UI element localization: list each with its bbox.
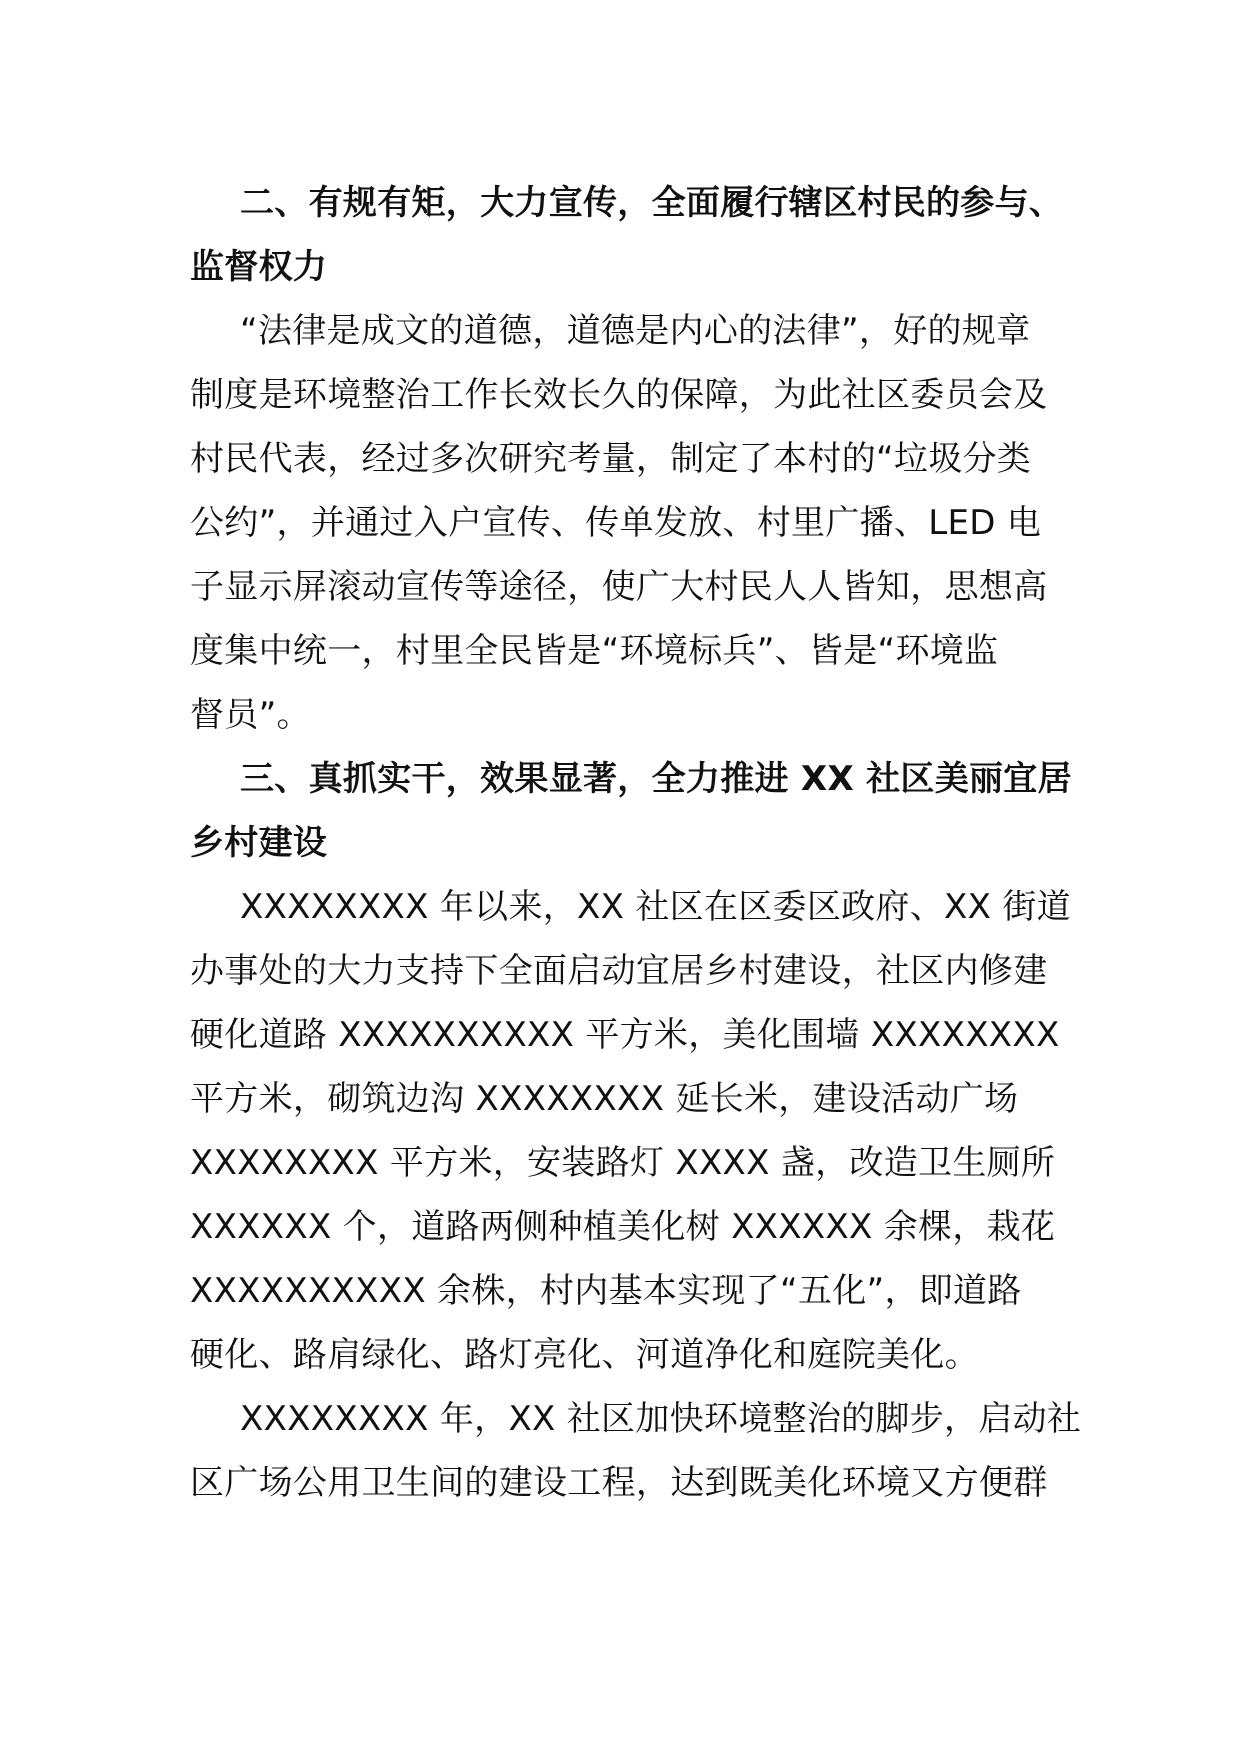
paragraph-toilet-project <box>190 1387 1082 1515</box>
paragraph-regulations <box>190 299 1060 747</box>
text-line: 督员”。 <box>190 695 311 735</box>
text-line: 度集中统一，村里全民皆是“环境标兵”、皆是“环境监 <box>190 631 999 671</box>
heading-line: 监督权力 <box>190 247 328 287</box>
heading-line: 二、有规有矩，大力宣传，全面履行辖区村民的参与、 <box>240 183 1064 223</box>
text-line: XXXXXXXXXX 余株，村内基本实现了“五化”，即道路 <box>190 1271 1022 1311</box>
text-line: 村民代表，经过多次研究考量，制定了本村的“垃圾分类 <box>190 439 1032 479</box>
heading-line: 乡村建设 <box>190 823 328 863</box>
section-heading-2 <box>190 171 1064 299</box>
text-line: XXXXXX 个，道路两侧种植美化树 XXXXXX 余棵，栽花 <box>190 1207 1056 1247</box>
text-line: 公约”，并通过入户宣传、传单发放、村里广播、LED 电 <box>190 503 1042 543</box>
document-body <box>190 171 1082 1515</box>
text-line: 办事处的大力支持下全面启动宜居乡村建设，社区内修建 <box>190 951 1048 991</box>
text-line: XXXXXXXX 年以来，XX 社区在区委区政府、XX 街道 <box>240 887 1071 927</box>
text-line: 子显示屏滚动宣传等途径，使广大村民人人皆知，思想高 <box>190 567 1048 607</box>
text-line: 硬化道路 XXXXXXXXXX 平方米，美化围墙 XXXXXXXX <box>190 1015 1060 1055</box>
section-heading-3 <box>190 747 1072 875</box>
text-line: 制度是环境整治工作长效长久的保障，为此社区委员会及 <box>190 375 1048 415</box>
text-line: “法律是成文的道德，道德是内心的法律”，好的规章 <box>240 311 1031 351</box>
text-line: XXXXXXXX 平方米，安装路灯 XXXX 盏，改造卫生厕所 <box>190 1143 1056 1183</box>
paragraph-construction <box>190 875 1071 1387</box>
text-line: XXXXXXXX 年，XX 社区加快环境整治的脚步，启动社 <box>240 1399 1082 1439</box>
text-line: 平方米，砌筑边沟 XXXXXXXX 延长米，建设活动广场 <box>190 1079 1019 1119</box>
text-line: 区广场公用卫生间的建设工程，达到既美化环境又方便群 <box>190 1463 1048 1503</box>
text-line: 硬化、路肩绿化、路灯亮化、河道净化和庭院美化。 <box>190 1335 979 1375</box>
heading-line: 三、真抓实干，效果显著，全力推进 XX 社区美丽宜居 <box>240 759 1072 799</box>
